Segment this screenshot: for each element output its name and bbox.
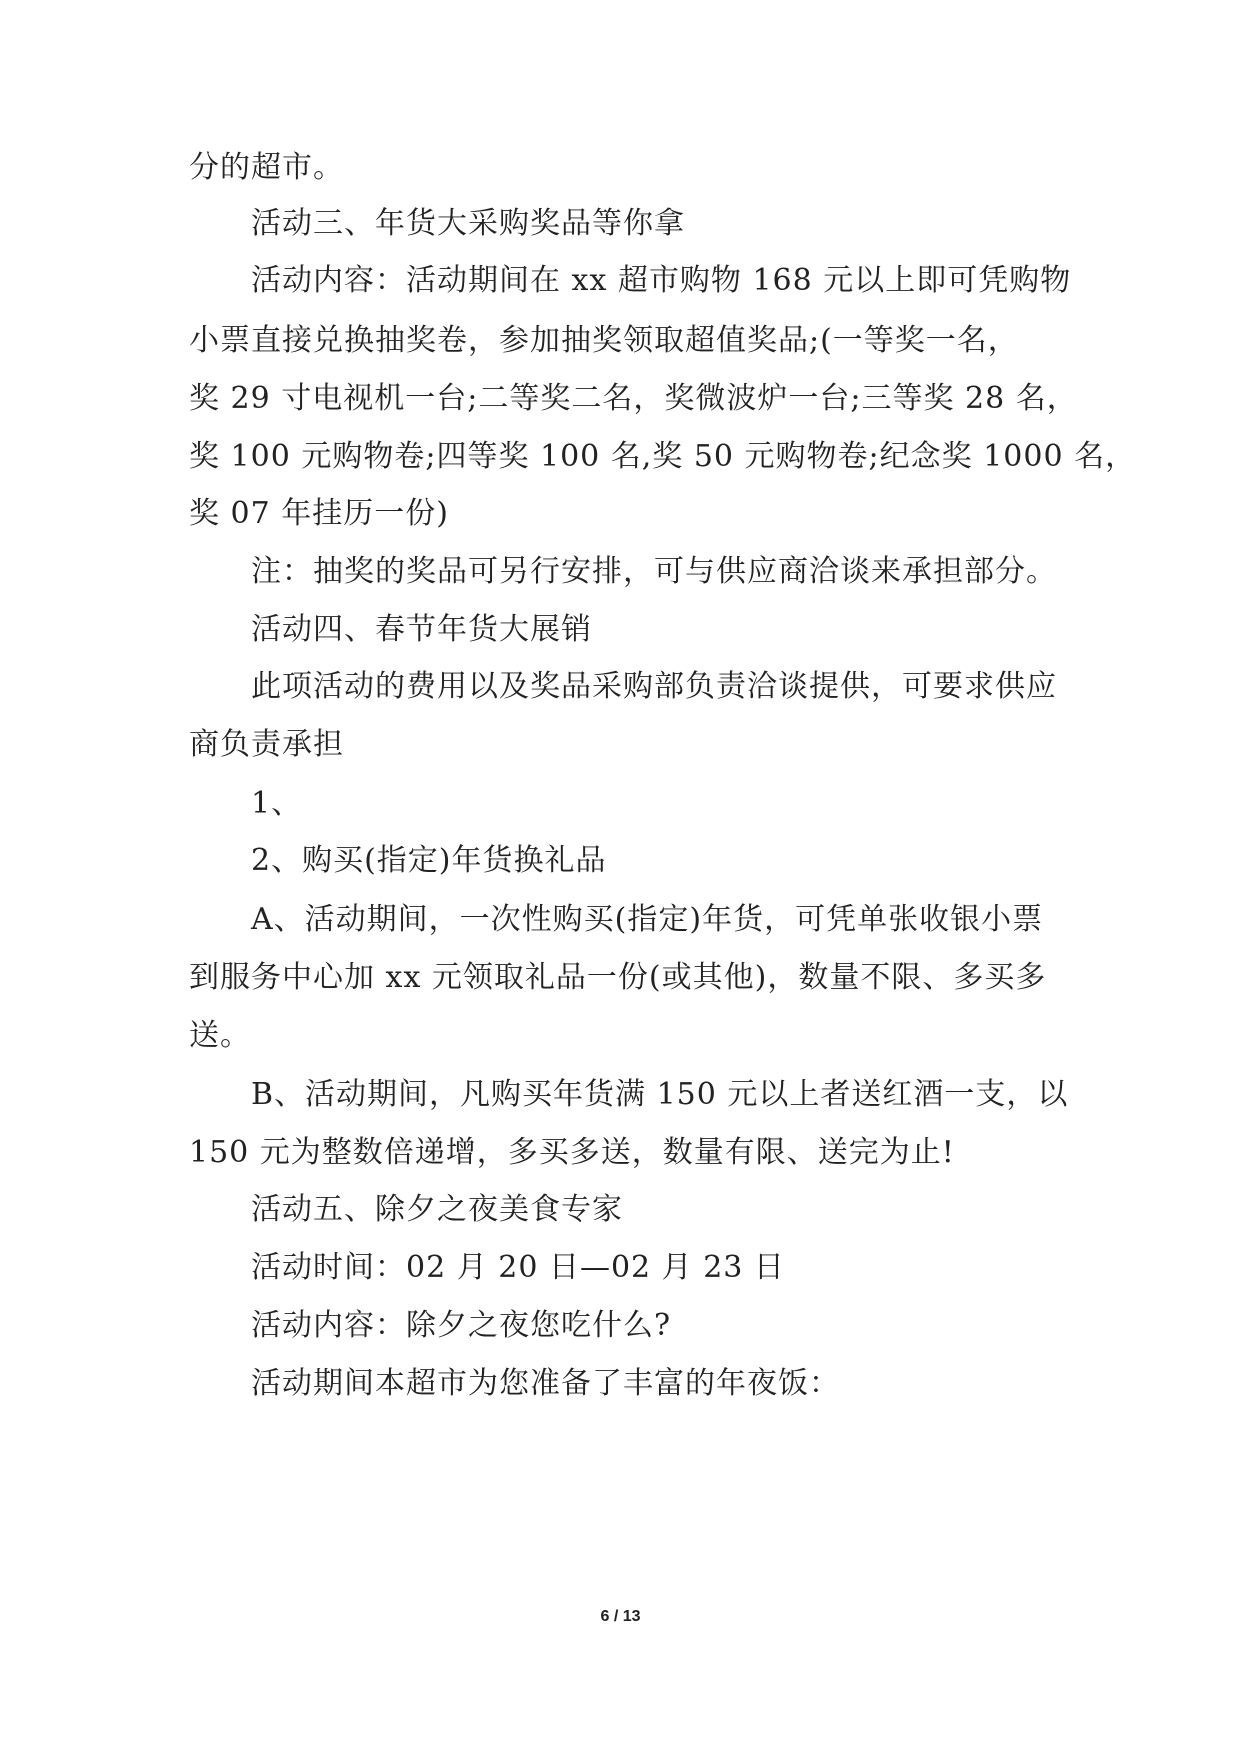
list-item: 1、	[251, 786, 303, 821]
text-line: 奖 07 年挂历一份)	[189, 496, 449, 531]
text-line: 活动内容：活动期间在 xx 超市购物 168 元以上即可凭购物	[251, 263, 1072, 298]
text-line: 活动内容：除夕之夜您吃什么?	[251, 1308, 672, 1343]
text-line: 此项活动的费用以及奖品采购部负责洽谈提供，可要求供应	[251, 669, 1057, 704]
text-line: 活动期间本超市为您准备了丰富的年夜饭：	[251, 1366, 840, 1401]
text-line: 注：抽奖的奖品可另行安排，可与供应商洽谈来承担部分。	[251, 554, 1057, 589]
text-line: 奖 100 元购物卷;四等奖 100 名,奖 50 元购物卷;纪念奖 1000 名，	[189, 439, 1137, 474]
text-line: 150 元为整数倍递增，多买多送，数量有限、送完为止!	[189, 1135, 955, 1170]
text-line: 商负责承担	[189, 727, 344, 762]
list-item: 2、购买(指定)年货换礼品	[251, 843, 607, 878]
text-line: 送。	[189, 1018, 251, 1053]
page-number: 6 / 13	[600, 1608, 641, 1625]
text-line: 分的超市。	[189, 150, 344, 185]
text-line: A、活动期间，一次性购买(指定)年货，可凭单张收银小票	[251, 902, 1044, 937]
text-line: 到服务中心加 xx 元领取礼品一份(或其他)，数量不限、多买多	[189, 960, 1047, 995]
text-line: 小票直接兑换抽奖卷，参加抽奖领取超值奖品;(一等奖一名，	[189, 323, 1019, 358]
section-heading: 活动四、春节年货大展销	[251, 612, 592, 647]
text-line: 奖 29 寸电视机一台;二等奖二名，奖微波炉一台;三等奖 28 名，	[189, 381, 1078, 416]
text-line: B、活动期间，凡购买年货满 150 元以上者送红酒一支，以	[251, 1077, 1069, 1112]
section-heading: 活动五、除夕之夜美食专家	[251, 1192, 623, 1227]
section-heading: 活动三、年货大采购奖品等你拿	[251, 206, 685, 241]
text-line: 活动时间：02 月 20 日—02 月 23 日	[251, 1250, 785, 1285]
